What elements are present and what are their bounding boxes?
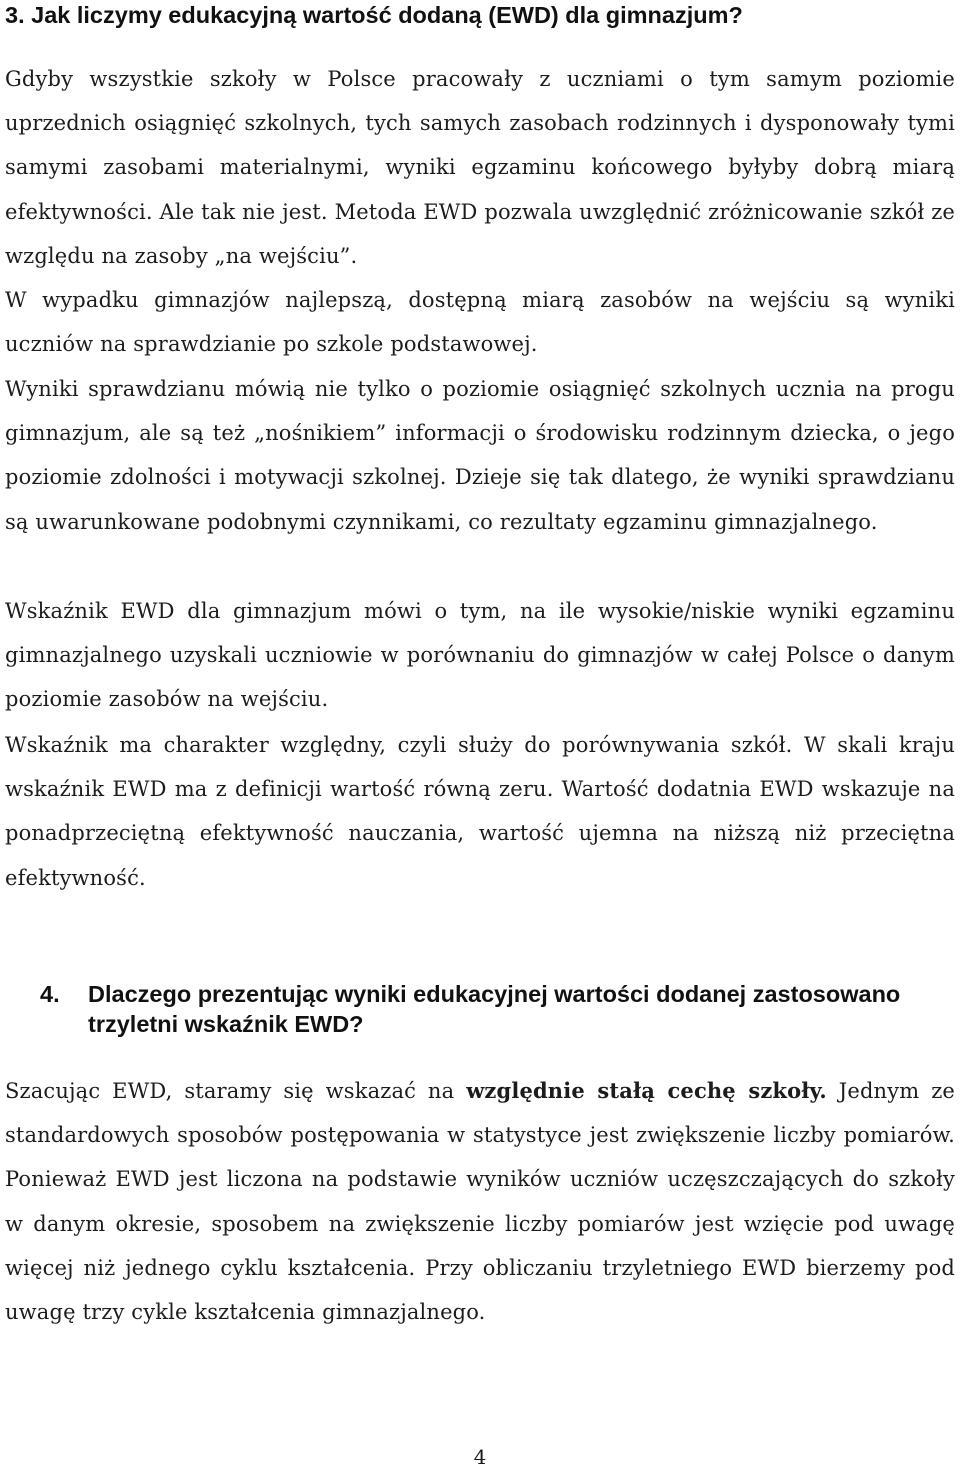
section-4-number: 4. [40, 981, 60, 1007]
section-3-paragraph-5: Wskaźnik ma charakter względny, czyli służy do porównywania szkół. W skali kraju wskaźnik EWD ma z definicji wartość równą zeru. Wartość dodatnia EWD wskazuje na ponadprzeciętną efektywność nauczania, wartość ujemna na niższą niż przeciętna efektywność. [5, 733, 955, 890]
section-3-paragraph-1: Gdyby wszystkie szkoły w Polsce pracowały z uczniami o tym samym poziomie uprzednich osiągnięć szkolnych, tych samych zasobach rodzinnych i dysponowały tymi samymi zasobami materialnymi, wyniki egzaminu końcowego byłyby dobrą miarą efektywności. Ale tak nie jest. Metoda EWD pozwala uwzględnić zróżnicowanie szkół ze względu na zasoby „na wejściu”. [5, 67, 955, 268]
section-3-heading: 3. Jak liczymy edukacyjną wartość dodaną (EWD) dla gimnazjum? [5, 2, 743, 28]
section-4-emphasis: względnie stałą cechę szkoły. [466, 1078, 827, 1103]
section-4-text-rest: Jednym ze standardowych sposobów postępowania w statystyce jest zwiększenie liczby pomiarów. Ponieważ EWD jest liczona na podstawie wyników uczniów uczęszczających do szkoły w danym okresie, sposobem na zwiększenie liczby pomiarów jest wzięcie pod uwagę więcej niż jednego cyklu kształcenia. Przy obliczaniu trzyletniego EWD bierzemy pod uwagę trzy cykle kształcenia gimnazjalnego. [5, 1079, 955, 1325]
section-3-paragraph-4: Wskaźnik EWD dla gimnazjum mówi o tym, na ile wysokie/niskie wyniki egzaminu gimnazjalnego uzyskali uczniowie w porównaniu do gimnazjów w całej Polsce o danym poziomie zasobów na wejściu. [5, 599, 955, 712]
page-number: 4 [473, 1445, 487, 1469]
section-4-paragraph-1 [5, 1069, 955, 1334]
section-4-heading [40, 979, 945, 1039]
section-4-heading-text: Dlaczego prezentując wyniki edukacyjnej wartości dodanej zastosowano trzyletni wskaźnik EWD? [88, 981, 901, 1037]
section-3-paragraph-2: W wypadku gimnazjów najlepszą, dostępną miarą zasobów na wejściu są wyniki uczniów na sprawdzianie po szkole podstawowej. [5, 288, 955, 357]
section-4-text-start: Szacując EWD, staramy się wskazać na [5, 1079, 467, 1103]
section-3-paragraph-3: Wyniki sprawdzianu mówią nie tylko o poziomie osiągnięć szkolnych ucznia na progu gimnazjum, ale są też „nośnikiem” informacji o środowisku rodzinnym dziecka, o jego poziomie zdolności i motywacji szkolnej. Dzieje się tak dlatego, że wyniki sprawdzianu są uwarunkowane podobnymi czynnikami, co rezultaty egzaminu gimnazjalnego. [5, 377, 955, 534]
